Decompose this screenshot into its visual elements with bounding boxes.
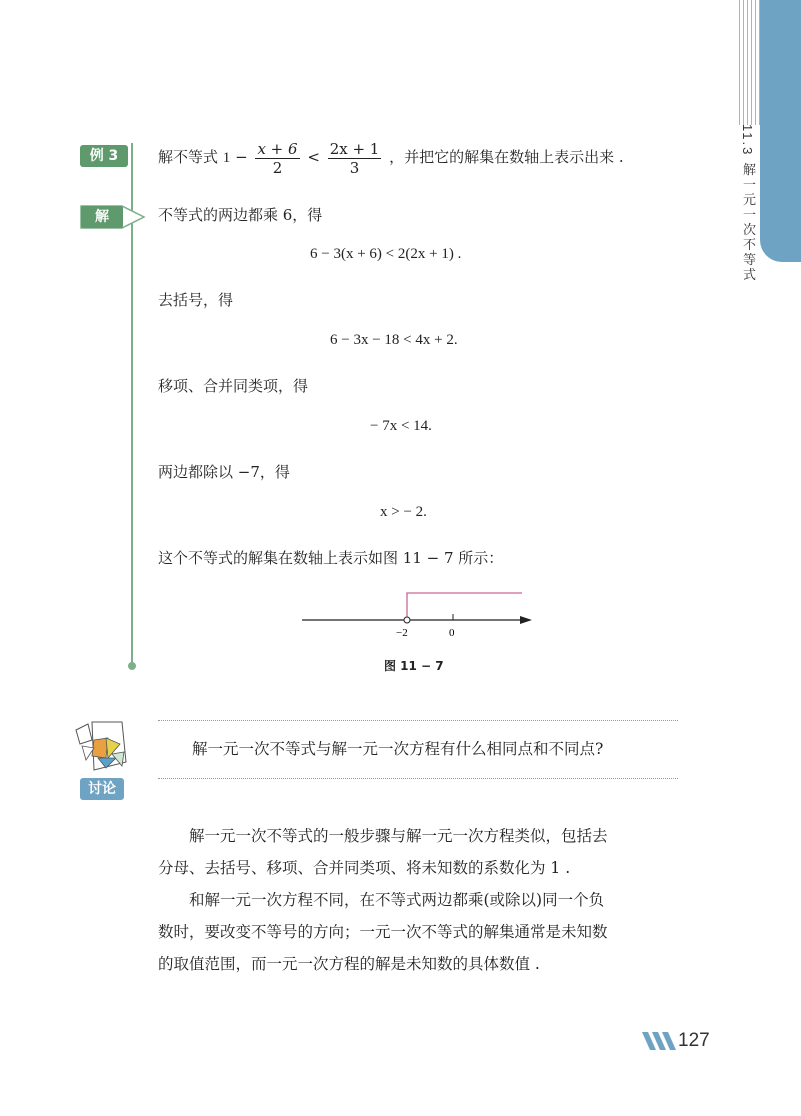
fraction-2-numerator: 2x + 1 xyxy=(329,139,380,158)
p1-line-2: 分母、去括号、移项、合并同类项、将未知数的系数化为 1 . xyxy=(158,859,571,877)
page-number-stripes-icon xyxy=(640,1030,676,1052)
fraction-2-denominator: 3 xyxy=(349,158,360,177)
summary-paragraph-1 xyxy=(158,820,684,884)
chapter-side-tab xyxy=(760,0,801,262)
prompt-prefix: 解不等式 xyxy=(158,148,219,166)
tick-label-neg2: −2 xyxy=(396,627,408,639)
tangram-discussion-icon xyxy=(72,718,134,778)
p2-line-1: 和解一元一次方程不同，在不等式两边都乘(或除以)同一个负 xyxy=(189,891,605,909)
figure-caption: 图 11 − 7 xyxy=(384,659,444,673)
solution-equation-3: − 7x < 14. xyxy=(370,418,432,434)
fraction-1 xyxy=(255,140,299,177)
example-rule-end-dot xyxy=(128,662,136,670)
page-number: 127 xyxy=(678,1030,710,1051)
number-line-figure xyxy=(300,585,540,645)
solution-badge: 解 xyxy=(95,209,109,225)
p1-line-1: 解一元一次不等式的一般步骤与解一元一次方程类似，包括去 xyxy=(189,827,608,845)
discussion-question: 解一元一次不等式与解一元一次方程有什么相同点和不同点? xyxy=(192,740,604,758)
p2-line-2: 数时，要改变不等号的方向；一元一次不等式的解集通常是未知数 xyxy=(158,923,608,941)
side-decoration-lines xyxy=(739,0,759,125)
solution-step-1: 不等式的两边都乘 6，得 xyxy=(158,206,323,224)
solution-ray xyxy=(407,593,522,620)
example-badge: 例 3 xyxy=(80,145,128,167)
example-prompt xyxy=(158,138,624,177)
open-endpoint-circle xyxy=(404,617,410,623)
solution-equation-1: 6 − 3(x + 6) < 2(2x + 1) . xyxy=(310,246,462,262)
section-title xyxy=(733,124,761,282)
solution-step-3: 移项、合并同类项，得 xyxy=(158,377,309,395)
solution-step-5: 这个不等式的解集在数轴上表示如图 11 − 7 所示： xyxy=(158,549,504,567)
fraction-1-denominator: 2 xyxy=(272,158,283,177)
prompt-less-than: < xyxy=(307,148,320,166)
fraction-2 xyxy=(328,140,382,177)
solution-step-4: 两边都除以 −7，得 xyxy=(158,463,290,481)
discussion-top-rule xyxy=(158,720,678,721)
p2-line-3: 的取值范围，而一元一次方程的解是未知数的具体数值 . xyxy=(158,955,540,973)
section-name: 解一元一次不等式 xyxy=(740,162,755,283)
fraction-1-numerator: x + 6 xyxy=(257,139,298,158)
solution-equation-2: 6 − 3x − 18 < 4x + 2. xyxy=(330,332,458,348)
tick-label-0: 0 xyxy=(449,627,455,639)
prompt-one: 1 xyxy=(222,150,231,166)
number-line-arrow xyxy=(520,616,532,624)
solution-equation-4: x > − 2. xyxy=(380,504,427,520)
section-number: 11.3 xyxy=(740,124,755,157)
solution-step-2: 去括号，得 xyxy=(158,291,234,309)
discussion-badge: 讨论 xyxy=(80,778,124,800)
discussion-bottom-rule xyxy=(158,778,678,779)
prompt-minus: − xyxy=(235,148,248,166)
prompt-suffix: ，并把它的解集在数轴上表示出来 . xyxy=(389,148,624,166)
summary-paragraph-2 xyxy=(158,884,684,980)
